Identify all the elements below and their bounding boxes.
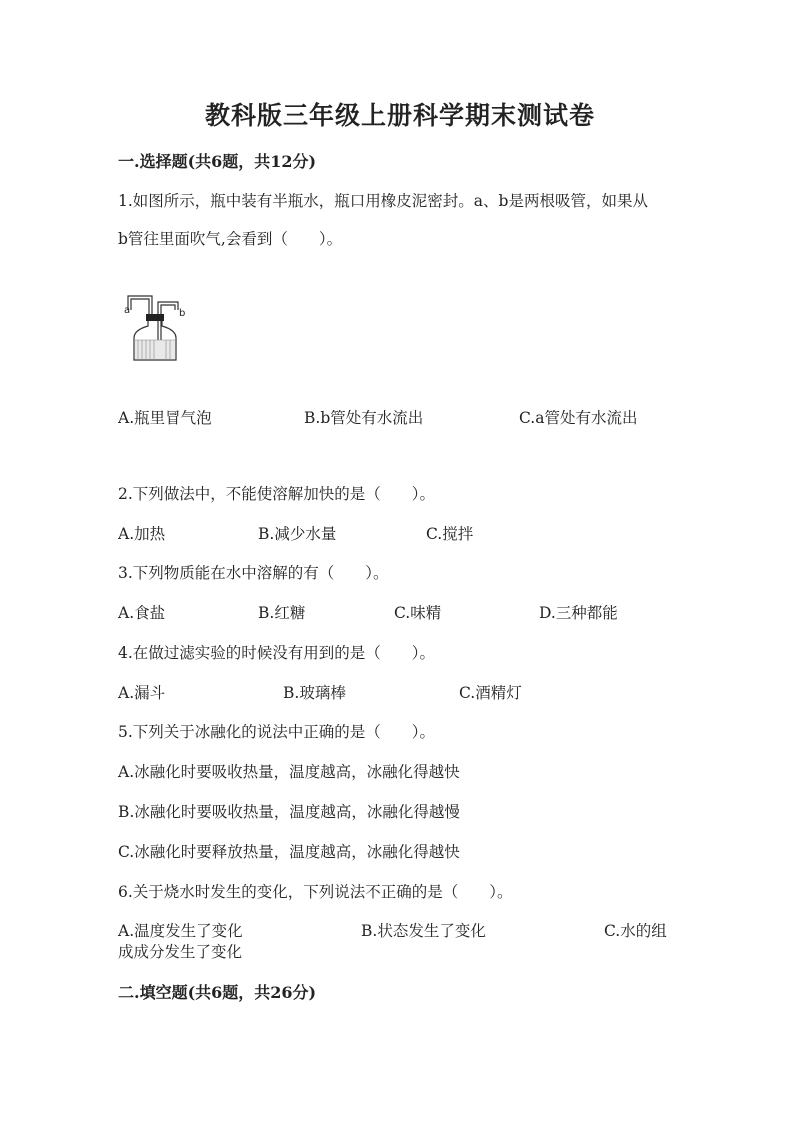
q6-option-c: C.水的组: [604, 922, 667, 940]
q2-option-a: A.加热: [118, 525, 166, 543]
q6-option-b: B.状态发生了变化: [361, 922, 486, 940]
q1-option-b: B.b管处有水流出: [304, 409, 424, 427]
page-title: 教科版三年级上册科学期末测试卷: [204, 101, 595, 130]
q1-option-a: A.瓶里冒气泡: [118, 409, 212, 427]
q5-option-b: B.冰融化时要吸收热量，温度越高，冰融化得越慢: [118, 803, 460, 821]
bottle-diagram-svg: [122, 290, 192, 364]
question-6: 6.关于烧水时发生的变化，下列说法不正确的是（ ）。: [118, 883, 513, 901]
q6-option-a: A.温度发生了变化: [118, 922, 243, 940]
q3-option-a: A.食盐: [118, 604, 166, 622]
section-heading-fill: 二.填空题(共6题，共26分): [118, 983, 317, 1002]
q2-option-b: B.减少水量: [258, 525, 337, 543]
straw-b-label: b: [179, 308, 186, 319]
q5-option-c: C.冰融化时要释放热量，温度越高，冰融化得越快: [118, 843, 460, 861]
q6-option-c-wrap: 成成分发生了变化: [118, 943, 243, 961]
q4-option-a: A.漏斗: [118, 684, 166, 702]
q3-option-c: C.味精: [394, 604, 442, 622]
question-1-line-2: b管往里面吹气,会看到（ ）。: [118, 230, 343, 248]
section-heading-choice: 一.选择题(共6题，共12分): [118, 152, 317, 171]
straw-a-label: a: [124, 305, 131, 316]
q1-option-c: C.a管处有水流出: [519, 409, 638, 427]
bottle-straw-figure: [122, 290, 192, 364]
q3-option-d: D.三种都能: [539, 604, 618, 622]
q3-option-b: B.红糖: [258, 604, 306, 622]
q4-option-c: C.酒精灯: [459, 684, 522, 702]
question-3: 3.下列物质能在水中溶解的有（ ）。: [118, 564, 389, 582]
question-5: 5.下列关于冰融化的说法中正确的是（ ）。: [118, 723, 436, 741]
question-4: 4.在做过滤实验的时候没有用到的是（ ）。: [118, 644, 436, 662]
question-1-line-1: 1.如图所示，瓶中装有半瓶水，瓶口用橡皮泥密封。a、b是两根吸管，如果从: [118, 192, 648, 210]
question-2: 2.下列做法中，不能使溶解加快的是（ ）。: [118, 485, 436, 503]
q2-option-c: C.搅拌: [426, 525, 474, 543]
q4-option-b: B.玻璃棒: [283, 684, 346, 702]
q5-option-a: A.冰融化时要吸收热量，温度越高，冰融化得越快: [118, 763, 460, 781]
